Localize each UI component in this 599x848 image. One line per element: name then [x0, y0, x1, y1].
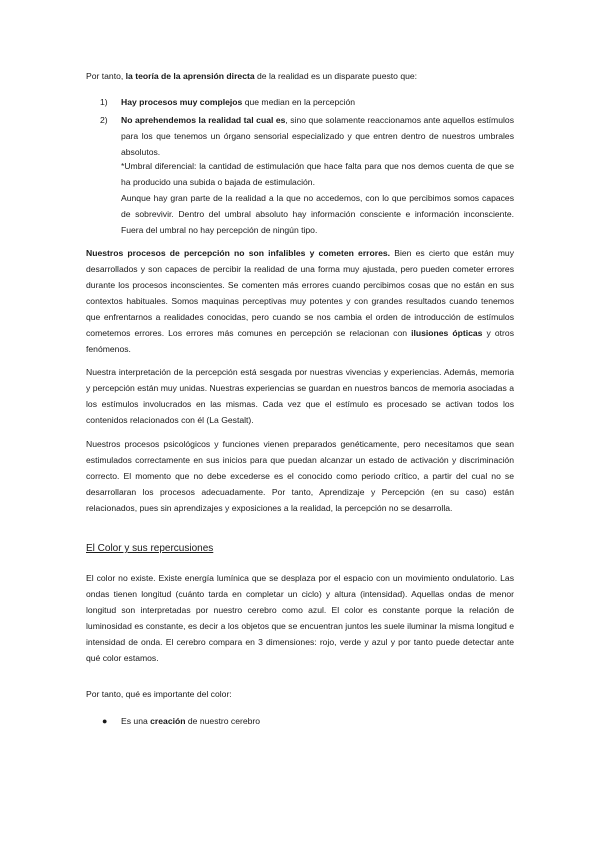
intro-paragraph — [86, 68, 514, 84]
bullet-bold: creación — [150, 716, 186, 726]
list-item-text: que median en la percepción — [242, 97, 356, 107]
bullet-post: de nuestro cerebro — [185, 716, 261, 726]
list-number: 1) — [100, 97, 108, 107]
errores-paragraph — [86, 245, 514, 357]
umbral-paragraph: Aunque hay gran parte de la realidad a la que no accedemos, con lo que percibimos somos capaces de sobrevivir. Dentro del umbral absoluto hay información consciente e información inconsciente. Fuera del umbral no hay percepción de ningún tipo. — [121, 193, 514, 235]
umbral-note: *Umbral diferencial: la cantidad de estimulación que hace falta para que nos demos cuenta de que se ha producido una subida o bajada de estimulación. — [121, 161, 514, 187]
section-heading: El Color y sus repercusiones — [86, 543, 214, 554]
list-item — [100, 112, 514, 160]
list-item-text: , sino que solamente reaccionamos ante aquellos estímulos para los que tenemos un órgano sensorial especializado y que entren dentro de nuestros umbrales absolutos. — [121, 115, 514, 157]
bullet-list — [100, 713, 514, 729]
bullet-pre: Es una — [121, 716, 151, 726]
bullet-dot-icon: ● — [102, 716, 108, 726]
interpretacion-paragraph: Nuestra interpretación de la percepción está sesgada por nuestras vivencias y experiencias. Además, memoria y percepción están muy unidas. Nuestras experiencias se guardan en nuestros bancos de memoria asociadas a los estímulos involucrados en las mismas. Cada vez que el estímulo es procesado se activan todos los contenidos relacionados con él (La Gestalt). — [86, 367, 514, 425]
color-question: Por tanto, qué es importante del color: — [86, 689, 232, 699]
color-paragraph: El color no existe. Existe energía lumínica que se desplaza por el espacio con un movimiento ondulatorio. Las ondas tienen longitud (cuánto tarda en completar un ciclo) y altura (intensidad). Aquellas ondas de menor longitud son interpretadas por nuestro cerebro como azul. El color es constante porque la relación de luminosidad es constante, es decir a los objetos que se encuentran juntos les suele iluminar la misma longitud e intensidad de onda. El cerebro compara en 3 dimensiones: rojo, verde y azul y por tanto puede detectar ante qué color estamos. — [86, 573, 514, 663]
numbered-list — [100, 94, 514, 162]
errores-text: Bien es cierto que están muy desarrollados y son capaces de percibir la realidad de una forma muy ajustada, pero pueden cometer errores durante los procesos inconscientes. Se comenten más errores cuando percibimos cosas que no están en sus contextos habituales. Somos maquinas perceptivas muy potentes y con grandes resultados cuando tenemos que enfrentarnos a realidades conocidas, pero cuando se nos cambia el orden de introducción de estímulos cometemos errores. Los errores más comunes en percepción se relacionan con — [86, 248, 514, 338]
intro-bold: la teoría de la aprensión directa — [125, 71, 255, 81]
intro-pre: Por tanto, — [86, 71, 126, 81]
intro-post: de la realidad es un disparate puesto que: — [254, 71, 418, 81]
list-item — [100, 713, 514, 729]
procesos-paragraph: Nuestros procesos psicológicos y funciones vienen preparados genéticamente, pero necesitamos que sean estimulados correctamente en sus inicios para que puedan alcanzar un estado de activación y discriminación correcto. El momento que no debe excederse es el conocido como periodo crítico, a partir del cual no se desarrollaran los procesos adecuadamente. Por tanto, Aprendizaje y Percepción (en su caso) están relacionados, pues sin aprendizajes y exposiciones a la realidad, la percepción no se desarrolla. — [86, 439, 514, 513]
errores-bold: Nuestros procesos de percepción no son infalibles y cometen errores. — [86, 248, 391, 258]
list-number: 2) — [100, 115, 108, 125]
list-item-bold: Hay procesos muy complejos — [121, 97, 243, 107]
list-item — [100, 94, 514, 110]
errores-text-end: y otros fenómenos. — [86, 328, 514, 354]
ilusiones-bold: ilusiones ópticas — [411, 328, 483, 338]
list-item-bold: No aprehendemos la realidad tal cual es — [121, 115, 286, 125]
